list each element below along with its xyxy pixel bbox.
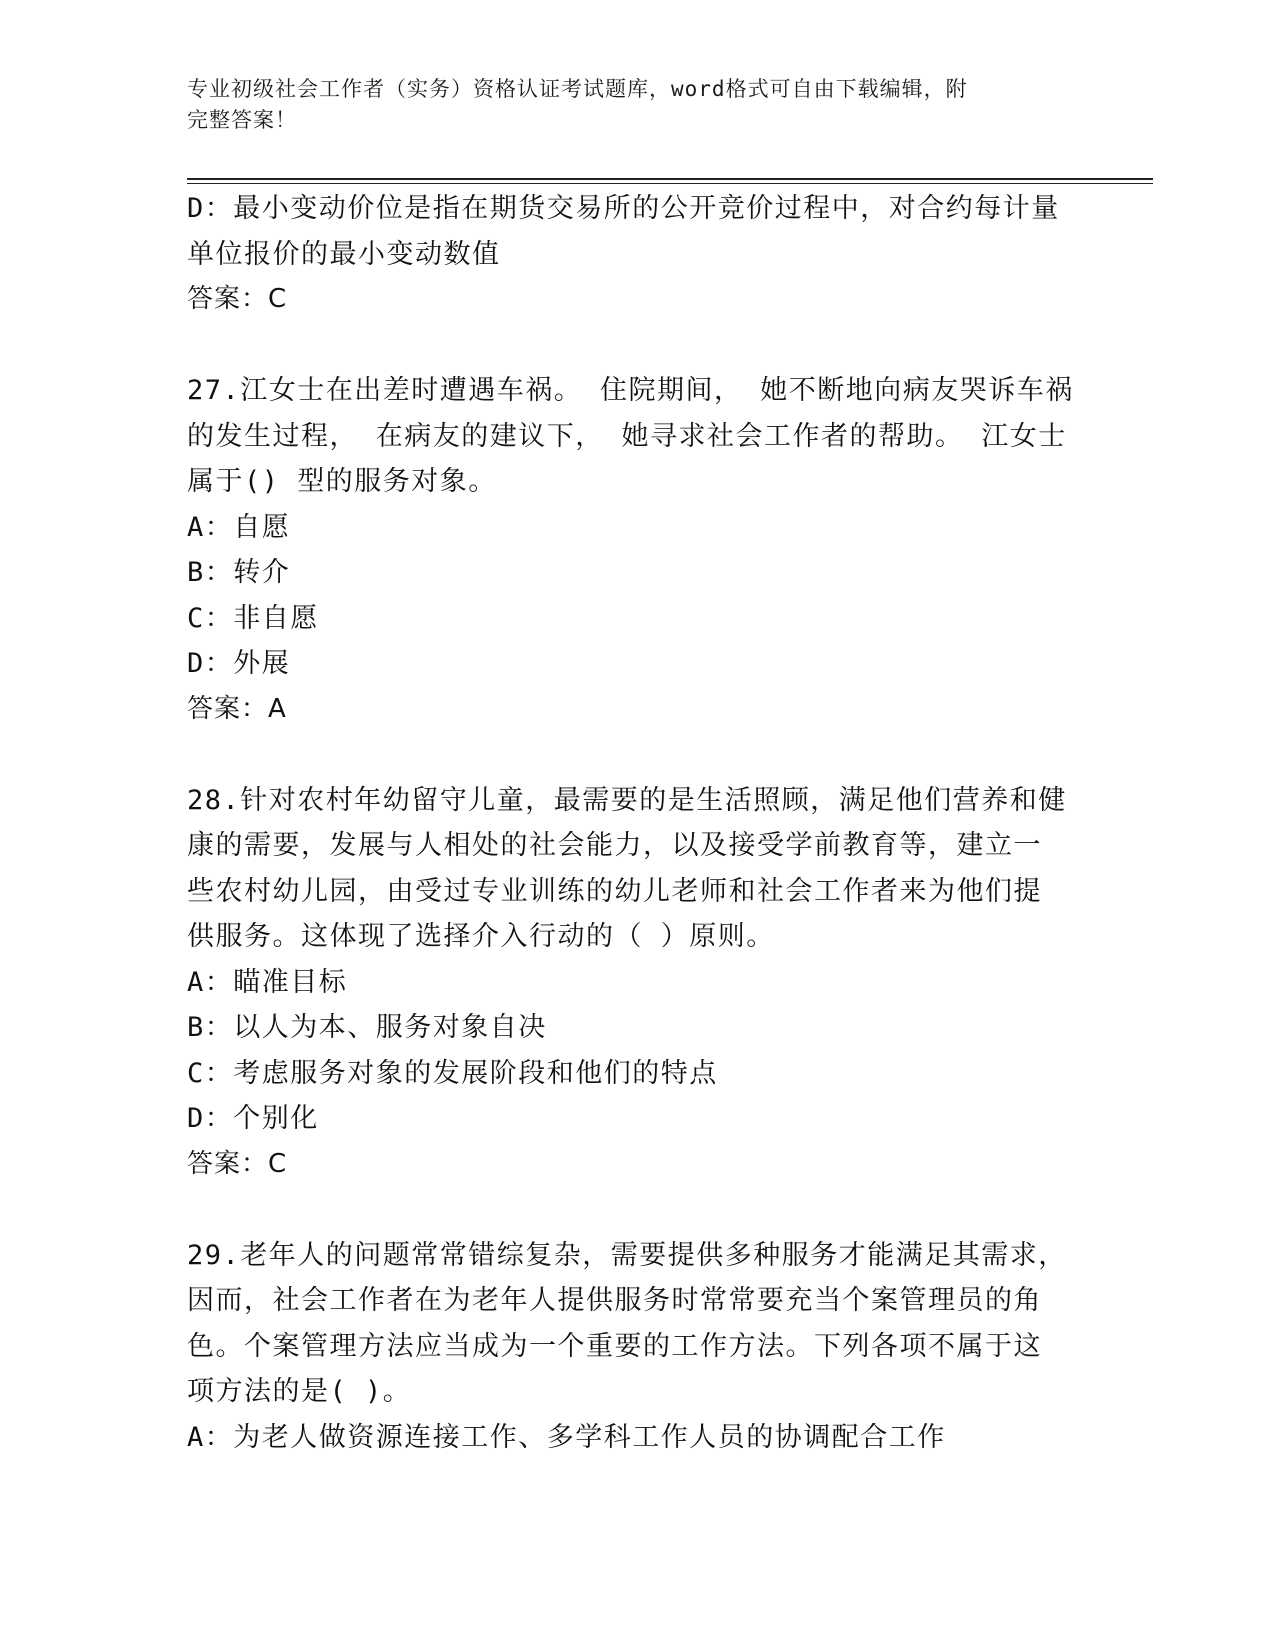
question-27-stem-line-2: 的发生过程， 在病友的建议下， 她寻求社会工作者的帮助。 江女士: [187, 420, 1067, 452]
question-28-stem-line-2: 康的需要，发展与人相处的社会能力，以及接受学前教育等，建立一: [187, 830, 1042, 861]
question-28-option-d: D：个别化: [187, 1103, 319, 1134]
option-d-line-2: 单位报价的最小变动数值: [187, 238, 501, 270]
header-line-1: 专业初级社会工作者（实务）资格认证考试题库，word格式可自由下载编辑，附: [187, 77, 968, 101]
spacer: [187, 1187, 1077, 1233]
question-28-stem-line-3: 些农村幼儿园，由受过专业训练的幼儿老师和社会工作者来为他们提: [187, 875, 1042, 907]
question-28-stem-line-1: 28.针对农村年幼留守儿童，最需要的是生活照顾，满足他们营养和健: [187, 784, 1067, 816]
question-29-stem-line-2: 因而，社会工作者在为老年人提供服务时常常要充当个案管理员的角: [187, 1285, 1042, 1316]
question-27-option-c: C：非自愿: [187, 602, 319, 634]
question-28-stem-line-4: 供服务。这体现了选择介入行动的（ ）原则。: [187, 921, 775, 952]
question-27: [187, 368, 1077, 732]
question-29-stem-line-4: 项方法的是( )。: [187, 1376, 412, 1407]
answer-26: 答案：C: [187, 284, 288, 314]
option-d-line-1: D：最小变动价位是指在期货交易所的公开竞价过程中，对合约每计量: [187, 193, 1060, 224]
answer-27: 答案：A: [187, 693, 287, 724]
question-27-option-d: D：外展: [187, 648, 291, 679]
spacer: [187, 323, 1077, 369]
question-27-option-a: A：自愿: [187, 511, 291, 543]
spacer: [187, 732, 1077, 778]
question-28-option-b: B：以人为本、服务对象自决: [187, 1012, 547, 1043]
document-body: [187, 186, 1077, 1460]
document-header: [187, 74, 1067, 136]
question-28-option-c: C：考虑服务对象的发展阶段和他们的特点: [187, 1057, 718, 1089]
question-29-stem-line-1: 29.老年人的问题常常错综复杂，需要提供多种服务才能满足其需求，: [187, 1239, 1067, 1271]
question-27-stem-line-3: 属于() 型的服务对象。: [187, 466, 497, 497]
header-divider: [187, 178, 1153, 184]
question-29-stem-line-3: 色。个案管理方法应当成为一个重要的工作方法。下列各项不属于这: [187, 1330, 1042, 1362]
question-27-option-b: B：转介: [187, 557, 291, 588]
header-line-2: 完整答案！: [187, 108, 297, 132]
question-27-stem-line-1: 27.江女士在出差时遭遇车祸。 住院期间， 她不断地向病友哭诉车祸: [187, 375, 1074, 406]
question-29-option-a: A：为老人做资源连接工作、多学科工作人员的协调配合工作: [187, 1421, 946, 1453]
answer-28: 答案：C: [187, 1148, 288, 1179]
question-28: [187, 778, 1077, 1188]
question-28-option-a: A：瞄准目标: [187, 966, 348, 998]
question-29: [187, 1233, 1077, 1461]
question-26-tail: [187, 186, 1077, 323]
